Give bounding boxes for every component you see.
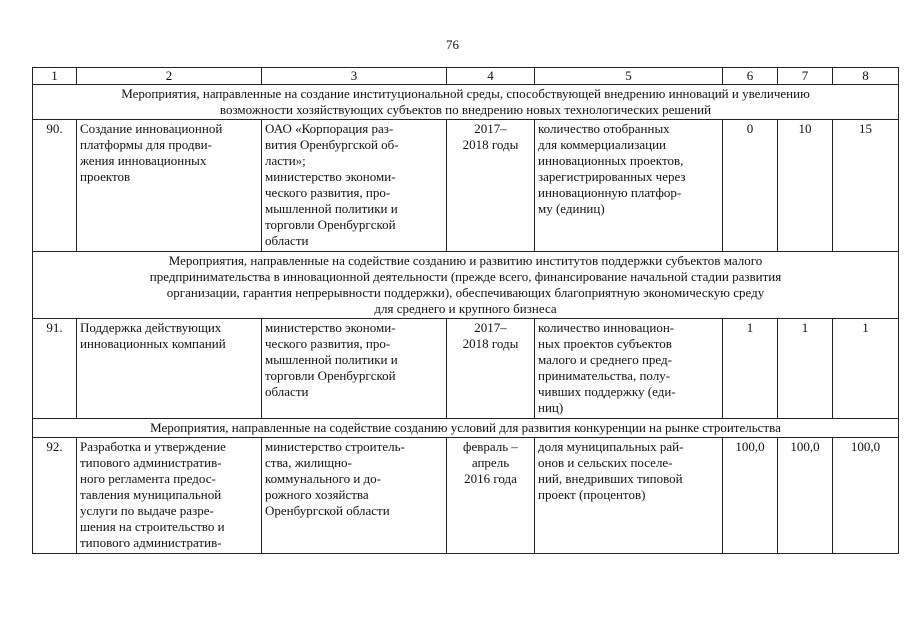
table-row (33, 438, 899, 554)
column-header: 3 (262, 68, 447, 85)
section-heading: Мероприятия, направленные на содействие созданию условий для развития конкуренции на рынке строительства (33, 419, 899, 438)
indicator: доля муниципальных рай- онов и сельских поселе- ний, внедривших типовой проект (процентов) (535, 438, 723, 554)
value-col6: 0 (723, 120, 778, 252)
period: 2017– 2018 годы (447, 120, 535, 252)
executor: министерство строитель- ства, жилищно- коммунального и до- рожного хозяйства Оренбургской области (262, 438, 447, 554)
page-number: 76 (446, 37, 459, 52)
measure-name: Поддержка действующих инновационных компаний (77, 319, 262, 419)
column-header: 8 (833, 68, 899, 85)
period: февраль – апрель 2016 года (447, 438, 535, 554)
column-header: 1 (33, 68, 77, 85)
value-col6: 100,0 (723, 438, 778, 554)
measure-name: Создание инновационной платформы для продви- жения инновационных проектов (77, 120, 262, 252)
column-header: 5 (535, 68, 723, 85)
value-col7: 100,0 (778, 438, 833, 554)
indicator: количество отобранных для коммерциализации инновационных проектов, зарегистрированных через инновационную платфор- му (единиц) (535, 120, 723, 252)
value-col8: 1 (833, 319, 899, 419)
section-heading: Мероприятия, направленные на содействие созданию и развитию институтов поддержки субъектов малого предпринимательства в инновационной деятельности (прежде всего, финансирование начальной стадии развития организации, гарантия непрерывности поддержки), обеспечивающих благоприятную экономическую среду для среднего и крупного бизнеса (33, 252, 899, 319)
column-header: 7 (778, 68, 833, 85)
period: 2017– 2018 годы (447, 319, 535, 419)
value-col8: 100,0 (833, 438, 899, 554)
executor: министерство экономи- ческого развития, про- мышленной политики и торговли Оренбургской области (262, 319, 447, 419)
table-row (33, 319, 899, 419)
column-header: 2 (77, 68, 262, 85)
row-number: 92. (33, 438, 77, 554)
value-col6: 1 (723, 319, 778, 419)
column-header: 6 (723, 68, 778, 85)
row-number: 91. (33, 319, 77, 419)
value-col7: 1 (778, 319, 833, 419)
column-header: 4 (447, 68, 535, 85)
section-heading-row (33, 85, 899, 120)
section-heading-row (33, 252, 899, 319)
column-header-row (33, 68, 899, 85)
table-row (33, 120, 899, 252)
executor: ОАО «Корпорация раз- вития Оренбургской об- ласти»; министерство экономи- ческого развития, про- мышленной политики и торговли Оренбургской области (262, 120, 447, 252)
value-col7: 10 (778, 120, 833, 252)
row-number: 90. (33, 120, 77, 252)
measure-name: Разработка и утверждение типового административ- ного регламента предос- тавления муниципальной услуги по выдаче разре- шения на строительство и типового административ- (77, 438, 262, 554)
value-col8: 15 (833, 120, 899, 252)
section-heading: Мероприятия, направленные на создание институциональной среды, способствующей внедрению инноваций и увеличению возможности хозяйствующих субъектов по внедрению новых технологических решений (33, 85, 899, 120)
section-heading-row (33, 419, 899, 438)
measures-table (32, 67, 899, 554)
indicator: количество инновацион- ных проектов субъектов малого и среднего пред- принимательства, полу- чивших поддержку (еди- ниц) (535, 319, 723, 419)
